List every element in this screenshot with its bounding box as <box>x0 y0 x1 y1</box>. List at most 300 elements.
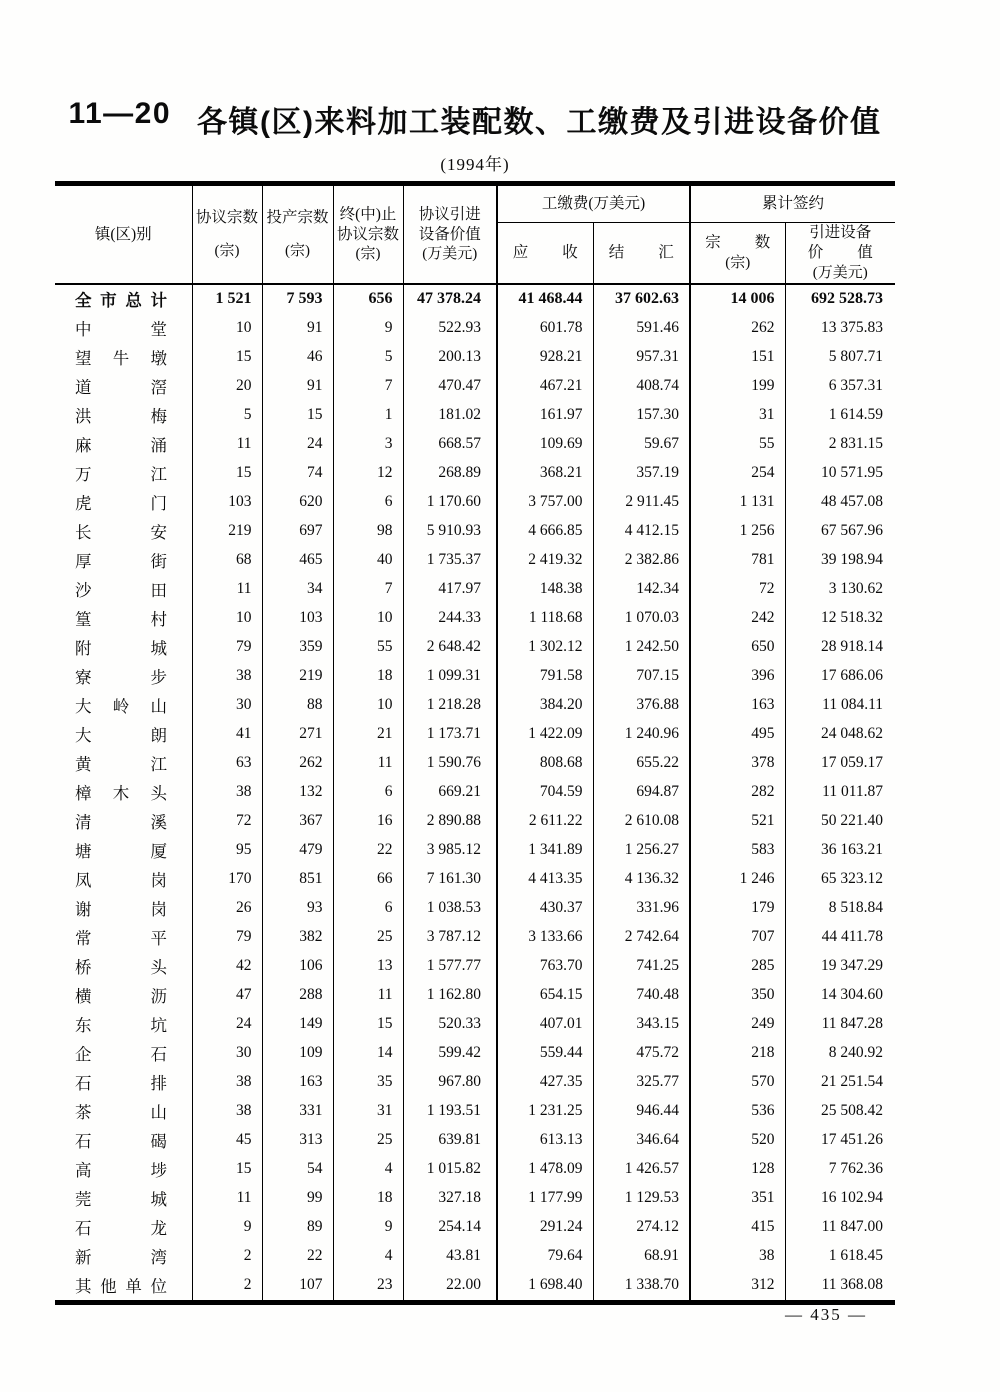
cell-value: 350 <box>690 981 785 1010</box>
cell-value: 36 163.21 <box>785 836 895 865</box>
cell-value: 430.37 <box>497 894 593 923</box>
header-agreed-value <box>403 184 497 284</box>
cell-value: 1 341.89 <box>497 836 593 865</box>
table-row <box>55 894 895 923</box>
cell-value: 37 602.63 <box>593 284 690 314</box>
cell-value: 9 <box>333 1213 403 1242</box>
header-terminated-l2: 协议宗数 <box>336 225 399 243</box>
cell-value: 2 831.15 <box>785 430 895 459</box>
cell-value: 79 <box>192 633 262 662</box>
cell-value: 39 198.94 <box>785 546 895 575</box>
cell-value: 19 347.29 <box>785 952 895 981</box>
header-cumulative-count-label: 宗数 <box>705 234 805 252</box>
header-production-label: 投产宗数 <box>266 209 329 227</box>
cell-value: 668.57 <box>403 430 497 459</box>
cell-value: 1 070.03 <box>593 604 690 633</box>
town-name-cell <box>55 807 192 836</box>
cell-value: 38 <box>192 1068 262 1097</box>
cell-value: 11 <box>192 575 262 604</box>
cell-value: 3 757.00 <box>497 488 593 517</box>
header-cumulative-group <box>690 184 895 223</box>
cell-value: 4 <box>333 1155 403 1184</box>
cell-value: 10 <box>333 604 403 633</box>
cell-value: 11 847.28 <box>785 1010 895 1039</box>
cell-value: 522.93 <box>403 314 497 343</box>
cell-value: 7 <box>333 372 403 401</box>
cell-value: 3 133.66 <box>497 923 593 952</box>
table-row <box>55 836 895 865</box>
cell-value: 10 <box>192 604 262 633</box>
cell-value: 249 <box>690 1010 785 1039</box>
cell-value: 520.33 <box>403 1010 497 1039</box>
cell-value: 42 <box>192 952 262 981</box>
header-production-unit: (宗) <box>285 242 310 259</box>
table-body <box>55 284 895 1303</box>
cell-value: 170 <box>192 865 262 894</box>
table-row <box>55 1213 895 1242</box>
cell-value: 6 <box>333 488 403 517</box>
table-row <box>55 1155 895 1184</box>
cell-value: 103 <box>192 488 262 517</box>
cell-value: 5 <box>192 401 262 430</box>
cell-value: 88 <box>262 691 333 720</box>
cell-value: 495 <box>690 720 785 749</box>
town-name-cell <box>55 314 192 343</box>
cell-value: 151 <box>690 343 785 372</box>
table-row <box>55 459 895 488</box>
cell-value: 66 <box>333 865 403 894</box>
town-name: 虎门 <box>75 494 167 513</box>
table-row <box>55 865 895 894</box>
town-name-cell <box>55 1039 192 1068</box>
town-name-cell <box>55 488 192 517</box>
town-name-cell <box>55 836 192 865</box>
cell-value: 15 <box>333 1010 403 1039</box>
cell-value: 98 <box>333 517 403 546</box>
cell-value: 200.13 <box>403 343 497 372</box>
cell-value: 30 <box>192 1039 262 1068</box>
cell-value: 1 422.09 <box>497 720 593 749</box>
town-name: 万江 <box>75 465 167 484</box>
table-row <box>55 517 895 546</box>
cell-value: 382 <box>262 923 333 952</box>
cell-value: 38 <box>192 778 262 807</box>
cell-value: 50 221.40 <box>785 807 895 836</box>
cell-value: 415 <box>690 1213 785 1242</box>
cell-value: 45 <box>192 1126 262 1155</box>
town-name: 常平 <box>75 929 167 948</box>
table-row <box>55 488 895 517</box>
header-terminated <box>333 184 403 284</box>
cell-value: 8 240.92 <box>785 1039 895 1068</box>
town-name: 洪梅 <box>75 407 167 426</box>
title-number: 11—20 <box>68 97 172 130</box>
cell-value: 44 411.78 <box>785 923 895 952</box>
cell-value: 470.47 <box>403 372 497 401</box>
table-row <box>55 1068 895 1097</box>
cell-value: 331.96 <box>593 894 690 923</box>
cell-value: 282 <box>690 778 785 807</box>
cell-value: 17 451.26 <box>785 1126 895 1155</box>
header-agreed-value-l1: 协议引进 <box>418 205 481 223</box>
cell-value: 3 <box>333 430 403 459</box>
header-agreed-value-unit: (万美元) <box>422 246 478 263</box>
town-name-cell <box>55 923 192 952</box>
cell-value: 15 <box>192 343 262 372</box>
cell-value: 3 130.62 <box>785 575 895 604</box>
cell-value: 957.31 <box>593 343 690 372</box>
cell-value: 30 <box>192 691 262 720</box>
table-row <box>55 778 895 807</box>
cell-value: 15 <box>192 459 262 488</box>
cell-value: 2 382.86 <box>593 546 690 575</box>
town-name-cell <box>55 1242 192 1271</box>
cell-value: 1 698.40 <box>497 1271 593 1303</box>
town-name-cell <box>55 1126 192 1155</box>
cell-value: 244.33 <box>403 604 497 633</box>
header-region-label: 镇(区)别 <box>94 225 152 243</box>
town-name: 寮步 <box>75 668 167 687</box>
cell-value: 161.97 <box>497 401 593 430</box>
table-row <box>55 662 895 691</box>
cell-value: 24 048.62 <box>785 720 895 749</box>
town-name: 厚街 <box>75 552 167 571</box>
cell-value: 218 <box>690 1039 785 1068</box>
header-production <box>262 184 333 284</box>
cell-value: 1 242.50 <box>593 633 690 662</box>
cell-value: 351 <box>690 1184 785 1213</box>
cell-value: 68 <box>192 546 262 575</box>
cell-value: 946.44 <box>593 1097 690 1126</box>
cell-value: 781 <box>690 546 785 575</box>
header-fees-receivable-label: 应收 <box>512 244 612 262</box>
cell-value: 1 614.59 <box>785 401 895 430</box>
cell-value: 331 <box>262 1097 333 1126</box>
cell-value: 1 231.25 <box>497 1097 593 1126</box>
cell-value: 1 131 <box>690 488 785 517</box>
cell-value: 11 <box>333 749 403 778</box>
cell-value: 2 <box>192 1242 262 1271</box>
cell-value: 74 <box>262 459 333 488</box>
cell-value: 288 <box>262 981 333 1010</box>
town-name-cell <box>55 1271 192 1303</box>
cell-value: 142.34 <box>593 575 690 604</box>
header-cumulative-group-label: 累计签约 <box>762 195 825 213</box>
cell-value: 65 323.12 <box>785 865 895 894</box>
header-cumulative-value-l1: 引进设备 <box>809 224 872 241</box>
town-name: 凤岗 <box>75 871 167 890</box>
header-region <box>55 184 192 284</box>
town-name: 附城 <box>75 639 167 658</box>
cell-value: 219 <box>262 662 333 691</box>
table-row <box>55 749 895 778</box>
table-row <box>55 430 895 459</box>
cell-value: 408.74 <box>593 372 690 401</box>
cell-value: 407.01 <box>497 1010 593 1039</box>
cell-value: 18 <box>333 1184 403 1213</box>
cell-value: 6 <box>333 778 403 807</box>
cell-value: 312 <box>690 1271 785 1303</box>
cell-value: 91 <box>262 314 333 343</box>
town-name: 麻涌 <box>75 436 167 455</box>
cell-value: 967.80 <box>403 1068 497 1097</box>
town-name-cell <box>55 284 192 314</box>
cell-value: 11 011.87 <box>785 778 895 807</box>
table-row <box>55 575 895 604</box>
cell-value: 17 059.17 <box>785 749 895 778</box>
cell-value: 2 648.42 <box>403 633 497 662</box>
cell-value: 55 <box>333 633 403 662</box>
cell-value: 59.67 <box>593 430 690 459</box>
cell-value: 1 256 <box>690 517 785 546</box>
cell-value: 357.19 <box>593 459 690 488</box>
cell-value: 465 <box>262 546 333 575</box>
cell-value: 26 <box>192 894 262 923</box>
table-row <box>55 314 895 343</box>
cell-value: 10 571.95 <box>785 459 895 488</box>
cell-value: 22 <box>262 1242 333 1271</box>
cell-value: 285 <box>690 952 785 981</box>
town-name: 大朗 <box>75 726 167 745</box>
cell-value: 620 <box>262 488 333 517</box>
cell-value: 63 <box>192 749 262 778</box>
town-name: 新湾 <box>75 1248 167 1267</box>
header-terminated-unit: (宗) <box>355 246 381 263</box>
cell-value: 21 <box>333 720 403 749</box>
header-agreements-label: 协议宗数 <box>195 209 258 227</box>
town-name-cell <box>55 720 192 749</box>
cell-value: 43.81 <box>403 1242 497 1271</box>
cell-value: 8 518.84 <box>785 894 895 923</box>
town-name: 企石 <box>75 1045 167 1064</box>
cell-value: 5 <box>333 343 403 372</box>
town-name-cell <box>55 981 192 1010</box>
cell-value: 427.35 <box>497 1068 593 1097</box>
cell-value: 38 <box>690 1242 785 1271</box>
town-name-cell <box>55 662 192 691</box>
cell-value: 3 787.12 <box>403 923 497 952</box>
cell-value: 103 <box>262 604 333 633</box>
header-agreements-unit: (宗) <box>214 242 240 259</box>
cell-value: 41 <box>192 720 262 749</box>
table-row <box>55 691 895 720</box>
cell-value: 4 136.32 <box>593 865 690 894</box>
town-name: 石排 <box>75 1074 167 1093</box>
cell-value: 148.38 <box>497 575 593 604</box>
table-row <box>55 1271 895 1303</box>
table-row <box>55 981 895 1010</box>
cell-value: 16 102.94 <box>785 1184 895 1213</box>
cell-value: 25 <box>333 1126 403 1155</box>
town-name-cell <box>55 1213 192 1242</box>
cell-value: 536 <box>690 1097 785 1126</box>
town-name: 沙田 <box>75 581 167 600</box>
cell-value: 179 <box>690 894 785 923</box>
cell-value: 163 <box>262 1068 333 1097</box>
cell-value: 559.44 <box>497 1039 593 1068</box>
cell-value: 5 807.71 <box>785 343 895 372</box>
page-subtitle: (1994年) <box>440 155 510 174</box>
cell-value: 14 006 <box>690 284 785 314</box>
town-name-cell <box>55 372 192 401</box>
cell-value: 5 910.93 <box>403 517 497 546</box>
header-cumulative-value-unit: (万美元) <box>812 264 868 281</box>
town-name: 中堂 <box>75 320 167 339</box>
cell-value: 376.88 <box>593 691 690 720</box>
cell-value: 791.58 <box>497 662 593 691</box>
cell-value: 79.64 <box>497 1242 593 1271</box>
cell-value: 808.68 <box>497 749 593 778</box>
table-row <box>55 923 895 952</box>
cell-value: 15 <box>262 401 333 430</box>
header-fees-receivable <box>497 223 612 284</box>
cell-value: 34 <box>262 575 333 604</box>
cell-value: 1 246 <box>690 865 785 894</box>
cell-value: 1 618.45 <box>785 1242 895 1271</box>
cell-value: 3 985.12 <box>403 836 497 865</box>
cell-value: 106 <box>262 952 333 981</box>
cell-value: 48 457.08 <box>785 488 895 517</box>
cell-value: 639.81 <box>403 1126 497 1155</box>
town-name-cell <box>55 517 192 546</box>
cell-value: 1 338.70 <box>593 1271 690 1303</box>
cell-value: 89 <box>262 1213 333 1242</box>
cell-value: 2 419.32 <box>497 546 593 575</box>
town-name-cell <box>55 952 192 981</box>
town-name-cell <box>55 401 192 430</box>
cell-value: 1 015.82 <box>403 1155 497 1184</box>
cell-value: 38 <box>192 1097 262 1126</box>
cell-value: 1 478.09 <box>497 1155 593 1184</box>
town-name: 其他单位 <box>75 1277 167 1296</box>
cell-value: 157.30 <box>593 401 690 430</box>
town-name: 篁村 <box>75 610 167 629</box>
cell-value: 20 <box>192 372 262 401</box>
cell-value: 199 <box>690 372 785 401</box>
cell-value: 851 <box>262 865 333 894</box>
town-name: 茶山 <box>75 1103 167 1122</box>
table-row <box>55 1039 895 1068</box>
cell-value: 274.12 <box>593 1213 690 1242</box>
cell-value: 9 <box>333 314 403 343</box>
cell-value: 11 847.00 <box>785 1213 895 1242</box>
table-row <box>55 1010 895 1039</box>
cell-value: 613.13 <box>497 1126 593 1155</box>
town-name-cell <box>55 459 192 488</box>
town-name: 望牛墩 <box>75 349 167 368</box>
cell-value: 1 193.51 <box>403 1097 497 1126</box>
town-name-cell <box>55 691 192 720</box>
cell-value: 7 <box>333 575 403 604</box>
cell-value: 25 <box>333 923 403 952</box>
cell-value: 9 <box>192 1213 262 1242</box>
table-row <box>55 284 895 314</box>
cell-value: 396 <box>690 662 785 691</box>
page-number: — 435 — <box>785 1305 867 1324</box>
cell-value: 72 <box>690 575 785 604</box>
cell-value: 4 413.35 <box>497 865 593 894</box>
cell-value: 704.59 <box>497 778 593 807</box>
town-name: 樟木头 <box>75 784 167 803</box>
cell-value: 79 <box>192 923 262 952</box>
cell-value: 583 <box>690 836 785 865</box>
cell-value: 6 357.31 <box>785 372 895 401</box>
table-row <box>55 1097 895 1126</box>
table-row <box>55 546 895 575</box>
header-cumulative-value-l2: 价值 <box>807 244 907 262</box>
cell-value: 669.21 <box>403 778 497 807</box>
header-fees-group <box>497 184 690 223</box>
cell-value: 692 528.73 <box>785 284 895 314</box>
table-row <box>55 401 895 430</box>
cell-value: 271 <box>262 720 333 749</box>
cell-value: 7 161.30 <box>403 865 497 894</box>
town-name-cell <box>55 430 192 459</box>
cell-value: 18 <box>333 662 403 691</box>
cell-value: 13 375.83 <box>785 314 895 343</box>
table-row <box>55 952 895 981</box>
table-row <box>55 1184 895 1213</box>
cell-value: 1 590.76 <box>403 749 497 778</box>
cell-value: 368.21 <box>497 459 593 488</box>
cell-value: 417.97 <box>403 575 497 604</box>
town-name: 石碣 <box>75 1132 167 1151</box>
table-row <box>55 720 895 749</box>
table-row <box>55 372 895 401</box>
header-cumulative-value <box>785 223 907 284</box>
page-title <box>55 97 895 141</box>
cell-value: 343.15 <box>593 1010 690 1039</box>
cell-value: 149 <box>262 1010 333 1039</box>
cell-value: 313 <box>262 1126 333 1155</box>
town-name: 横沥 <box>75 987 167 1006</box>
cell-value: 15 <box>192 1155 262 1184</box>
cell-value: 6 <box>333 894 403 923</box>
header-fees-group-label: 工缴费(万美元) <box>541 195 646 213</box>
cell-value: 697 <box>262 517 333 546</box>
cell-value: 656 <box>333 284 403 314</box>
cell-value: 14 304.60 <box>785 981 895 1010</box>
cell-value: 11 <box>192 430 262 459</box>
cell-value: 2 <box>192 1271 262 1303</box>
cell-value: 22.00 <box>403 1271 497 1303</box>
town-name: 谢岗 <box>75 900 167 919</box>
cell-value: 47 378.24 <box>403 284 497 314</box>
cell-value: 707.15 <box>593 662 690 691</box>
cell-value: 163 <box>690 691 785 720</box>
cell-value: 11 <box>333 981 403 1010</box>
cell-value: 262 <box>262 749 333 778</box>
cell-value: 31 <box>333 1097 403 1126</box>
cell-value: 520 <box>690 1126 785 1155</box>
cell-value: 1 177.99 <box>497 1184 593 1213</box>
cell-value: 17 686.06 <box>785 662 895 691</box>
cell-value: 93 <box>262 894 333 923</box>
cell-value: 601.78 <box>497 314 593 343</box>
cell-value: 38 <box>192 662 262 691</box>
cell-value: 359 <box>262 633 333 662</box>
cell-value: 1 170.60 <box>403 488 497 517</box>
cell-value: 694.87 <box>593 778 690 807</box>
cell-value: 12 <box>333 459 403 488</box>
header-fees-settled-label: 结汇 <box>608 244 708 262</box>
cell-value: 655.22 <box>593 749 690 778</box>
cell-value: 4 <box>333 1242 403 1271</box>
cell-value: 2 610.08 <box>593 807 690 836</box>
town-name: 大岭山 <box>75 697 167 716</box>
cell-value: 67 567.96 <box>785 517 895 546</box>
cell-value: 1 099.31 <box>403 662 497 691</box>
